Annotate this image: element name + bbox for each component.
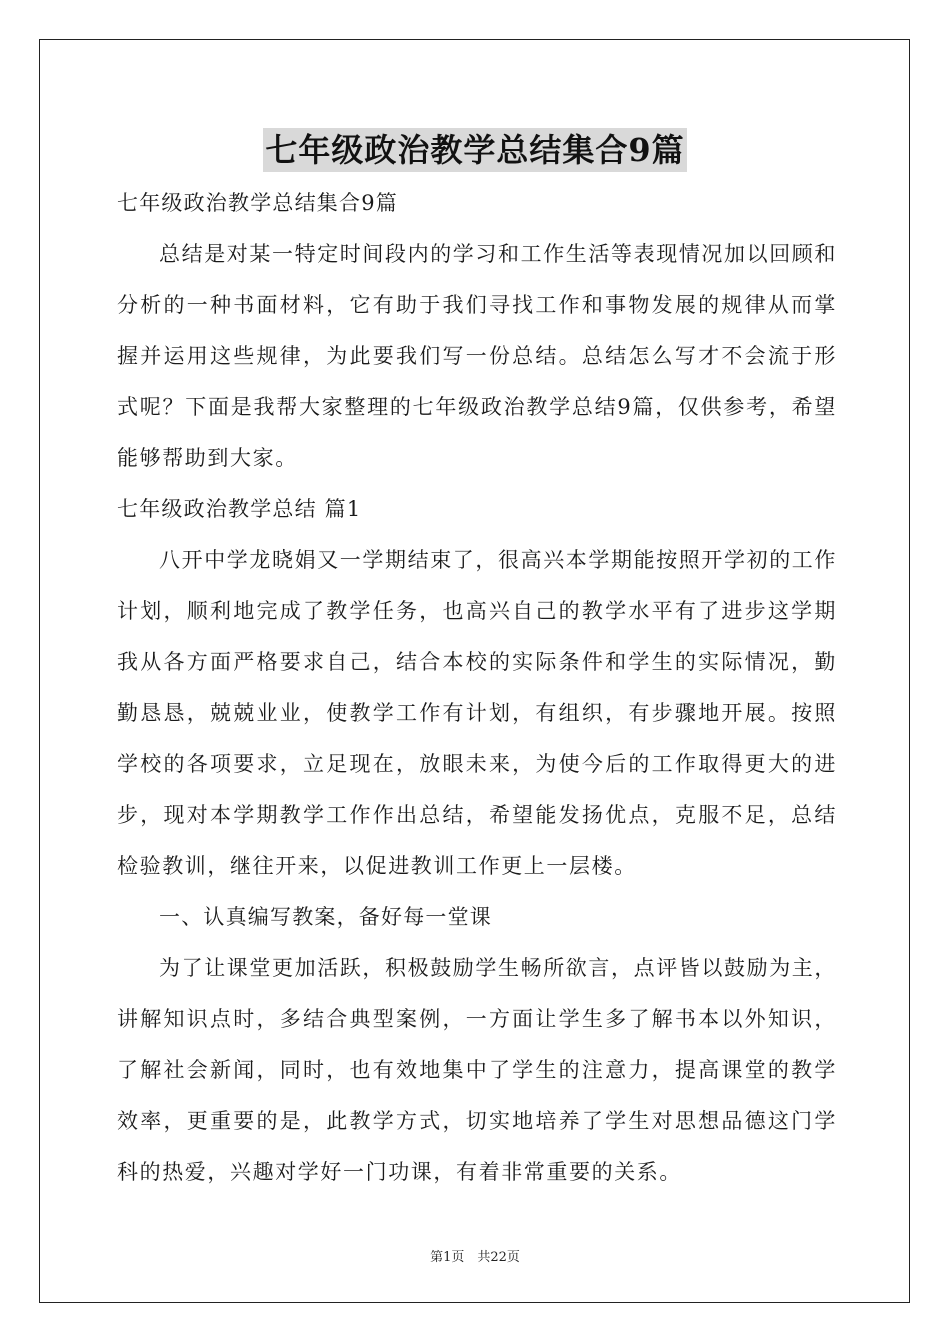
body-paragraph: 为了让课堂更加活跃，积极鼓励学生畅所欲言，点评皆以鼓励为主，讲解知识点时，多结合典型案例，一方面让学生多了解书本以外知识，了解社会新闻，同时，也有效地集中了学生的注意力，提高课堂的教学效率，更重要的是，此教学方式，切实地培养了学生对思想品德这门学科的热爱，兴趣对学好一门功课，有着非常重要的关系。 [117,956,837,1184]
title-container [0,128,950,172]
intro-paragraph: 总结是对某一特定时间段内的学习和工作生活等表现情况加以回顾和分析的一种书面材料，它有助于我们寻找工作和事物发展的规律从而掌握并运用这些规律，为此要我们写一份总结。总结怎么写才不会流于形式呢？下面是我帮大家整理的七年级政治教学总结9篇，仅供参考，希望能够帮助到大家。 [117,242,837,470]
subheading: 一、认真编写教案，备好每一堂课 [159,905,492,929]
document-subtitle: 七年级政治教学总结集合9篇 [117,191,398,215]
page-footer: 第1页 共22页 [430,1250,520,1265]
body-paragraph: 八开中学龙晓娟又一学期结束了，很高兴本学期能按照开学初的工作计划，顺利地完成了教学任务，也高兴自己的教学水平有了进步这学期我从各方面严格要求自己，结合本校的实际条件和学生的实际情况，勤勤恳恳，兢兢业业，使教学工作有计划，有组织，有步骤地开展。按照学校的各项要求，立足现在，放眼未来，为使今后的工作取得更大的进步，现对本学期教学工作作出总结，希望能发扬优点，克服不足，总结检验教训，继往开来，以促进教训工作更上一层楼。 [117,548,837,878]
section-heading: 七年级政治教学总结 篇1 [117,497,362,521]
document-title: 七年级政治教学总结集合9篇 [263,128,686,172]
document-body [117,178,837,1198]
